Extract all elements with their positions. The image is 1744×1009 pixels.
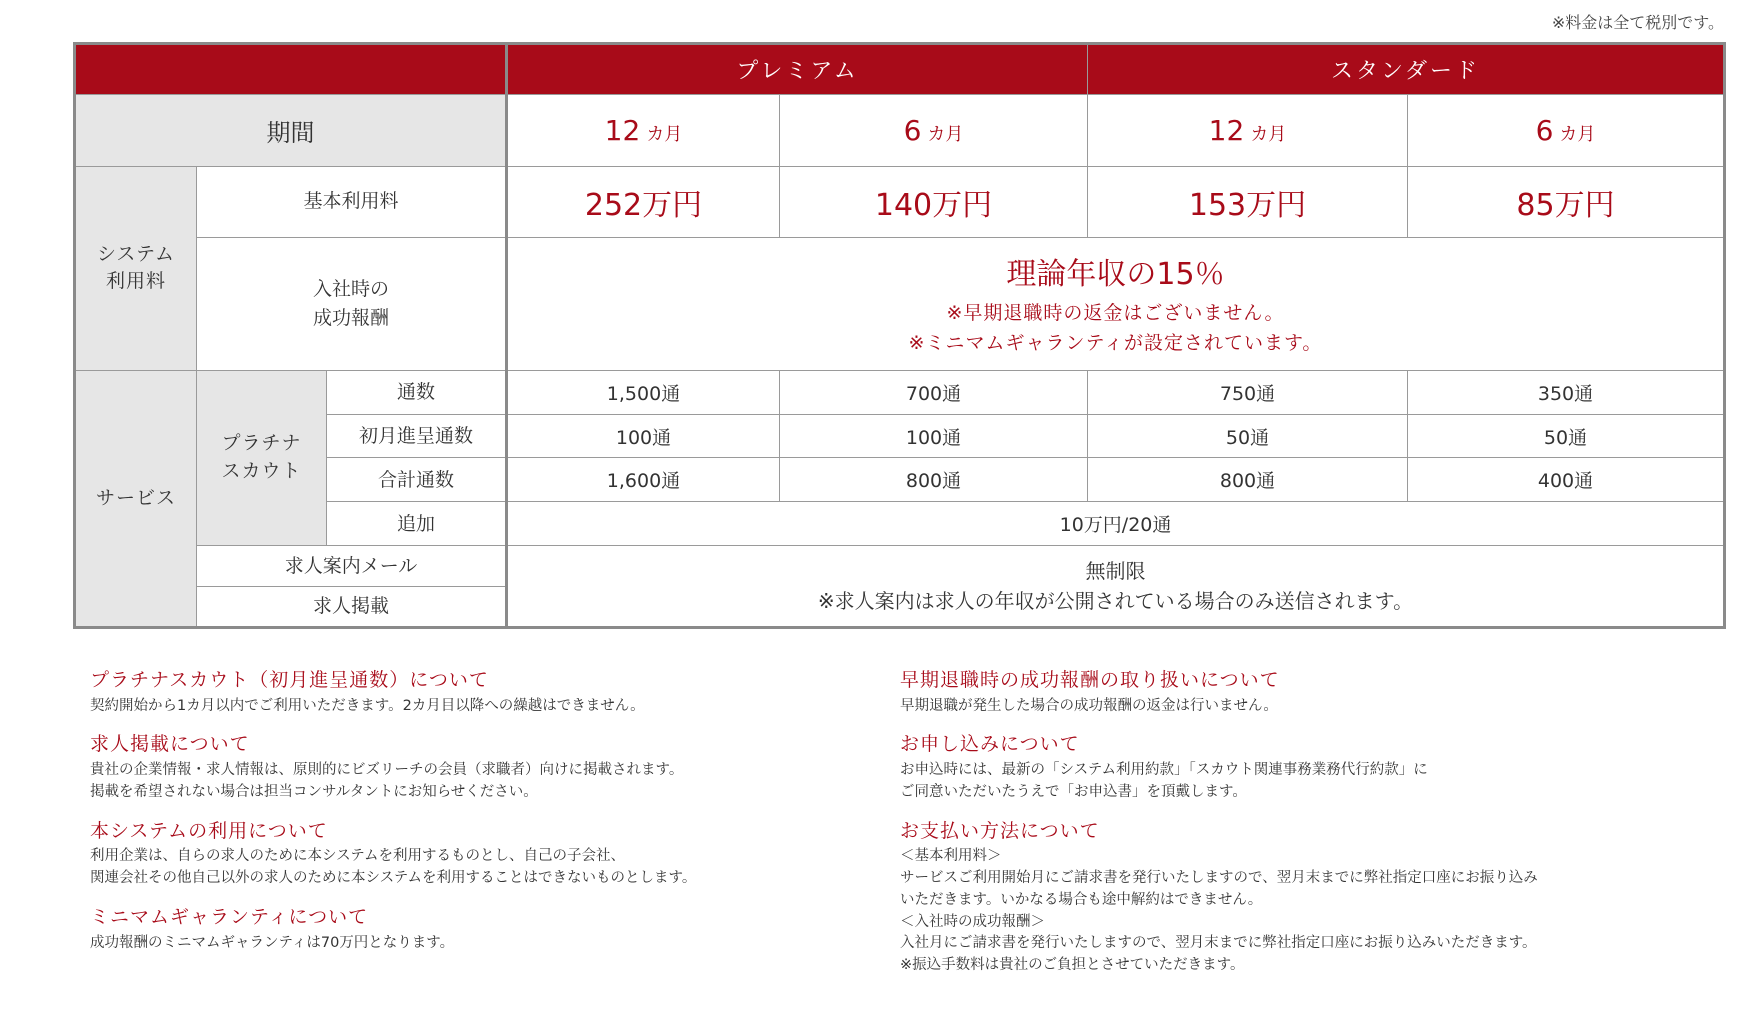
bonus-standard-6: 50通 — [1408, 414, 1725, 458]
notes-left-column — [90, 668, 900, 992]
period-premium-6: 6 カ月 — [780, 95, 1088, 166]
unlimited-cell — [507, 546, 1725, 628]
note-title: 求人掲載について — [90, 733, 250, 756]
job-listing-label: 求人掲載 — [197, 587, 507, 628]
success-fee-cell — [507, 237, 1725, 370]
job-mail-label: 求人案内メール — [197, 546, 507, 587]
note-body: 成功報酬のミニマムギャランティは70万円となります。 — [90, 934, 455, 951]
plan-standard-header: スタンダード — [1088, 44, 1725, 95]
extra-value: 10万円/20通 — [507, 502, 1725, 546]
note-body: 利用企業は、自らの求人のために本システムを利用するものとし、自己の子会社、 関連会社その他自己以外の求人のために本システムを利用することはできないものとします。 — [90, 848, 697, 887]
first-month-bonus-label: 初月進呈通数 — [327, 414, 507, 458]
base-fee-label: 基本利用料 — [197, 166, 507, 237]
extra-label: 追加 — [327, 502, 507, 546]
scout-count-label: 通数 — [327, 370, 507, 414]
bonus-premium-6: 100通 — [780, 414, 1088, 458]
period-premium-12: 12 カ月 — [507, 95, 780, 166]
base-fee-premium-12: 252万円 — [507, 166, 780, 237]
scout-count-premium-6: 700通 — [780, 370, 1088, 414]
scout-count-standard-6: 350通 — [1408, 370, 1725, 414]
success-fee-label: 入社時の 成功報酬 — [197, 237, 507, 370]
bonus-premium-12: 100通 — [507, 414, 780, 458]
total-count-label: 合計通数 — [327, 458, 507, 502]
note-body: 早期退職が発生した場合の成功報酬の返金は行いません。 — [900, 697, 1278, 714]
system-fee-label: システム 利用料 — [75, 166, 197, 370]
header-blank-cell — [75, 44, 507, 95]
unlimited-note: ※求人案内は求人の年収が公開されている場合のみ送信されます。 — [817, 589, 1414, 614]
note-title: お申し込みについて — [900, 733, 1080, 756]
note-body: お申込時には、最新の「システム利用約款」「スカウト関連事務業務代行約款」に ご同意いただいたうえで「お申込書」を頂戴します。 — [900, 762, 1428, 800]
bonus-standard-12: 50通 — [1088, 414, 1408, 458]
period-label: 期間 — [75, 95, 507, 166]
total-premium-12: 1,600通 — [507, 458, 780, 502]
notes-right-column — [900, 668, 1710, 992]
service-label: サービス — [75, 370, 197, 627]
base-fee-standard-6: 85万円 — [1408, 166, 1725, 237]
note-body: ＜基本利用料＞ サービスご利用開始月にご請求書を発行いたしますので、翌月末までに弊社指定口座にお振り込み いただきます。いかなる場合も途中解約はできません。 ＜入社時の成功報酬＞ 入社月にご請求書を発行いたしますので、翌月末までに弊社指定口座にお振り込みいただきます。 ※振込手数料は貴社のご負担とさせていただきます。 — [900, 848, 1538, 974]
period-standard-12: 12 カ月 — [1088, 95, 1408, 166]
period-standard-6: 6 カ月 — [1408, 95, 1725, 166]
note-platinum-scout — [90, 668, 900, 717]
note-body: 契約開始から1カ月以内でご利用いただきます。2カ月目以降への繰越はできません。 — [90, 697, 645, 714]
scout-count-premium-12: 1,500通 — [507, 370, 780, 414]
tax-note: ※料金は全て税別です。 — [1551, 13, 1724, 32]
note-title: プラチナスカウト（初月進呈通数）について — [90, 669, 489, 691]
scout-count-standard-12: 750通 — [1088, 370, 1408, 414]
note-title: 本システムの利用について — [90, 819, 328, 842]
note-title: お支払い方法について — [900, 819, 1100, 842]
note-title: ミニマムギャランティについて — [90, 905, 369, 928]
notes-section — [90, 668, 1710, 992]
note-minimum-guarantee — [90, 905, 900, 954]
base-fee-standard-12: 153万円 — [1088, 166, 1408, 237]
platinum-scout-label: プラチナ スカウト — [197, 370, 327, 546]
note-body: 貴社の企業情報・求人情報は、原則的にビズリーチの会員（求職者）向けに掲載されます。 掲載を希望されない場合は担当コンサルタントにお知らせください。 — [90, 762, 684, 800]
note-early-resignation — [900, 668, 1710, 717]
note-application — [900, 732, 1710, 803]
total-standard-6: 400通 — [1408, 458, 1725, 502]
plan-premium-header: プレミアム — [507, 44, 1088, 95]
note-title: 早期退職時の成功報酬の取り扱いについて — [900, 669, 1280, 691]
note-system-usage — [90, 819, 900, 890]
total-premium-6: 800通 — [780, 458, 1088, 502]
note-job-listing — [90, 732, 900, 803]
note-payment-method — [900, 819, 1710, 977]
unlimited-text: 無制限 — [1085, 559, 1146, 584]
total-standard-12: 800通 — [1088, 458, 1408, 502]
success-fee-note-minimum: ※ミニマムギャランティが設定されています。 — [908, 331, 1323, 354]
success-fee-main: 理論年収の15％ — [1006, 257, 1225, 293]
pricing-table — [73, 42, 1726, 629]
success-fee-note-refund: ※早期退職時の返金はございません。 — [946, 302, 1285, 325]
base-fee-premium-6: 140万円 — [780, 166, 1088, 237]
